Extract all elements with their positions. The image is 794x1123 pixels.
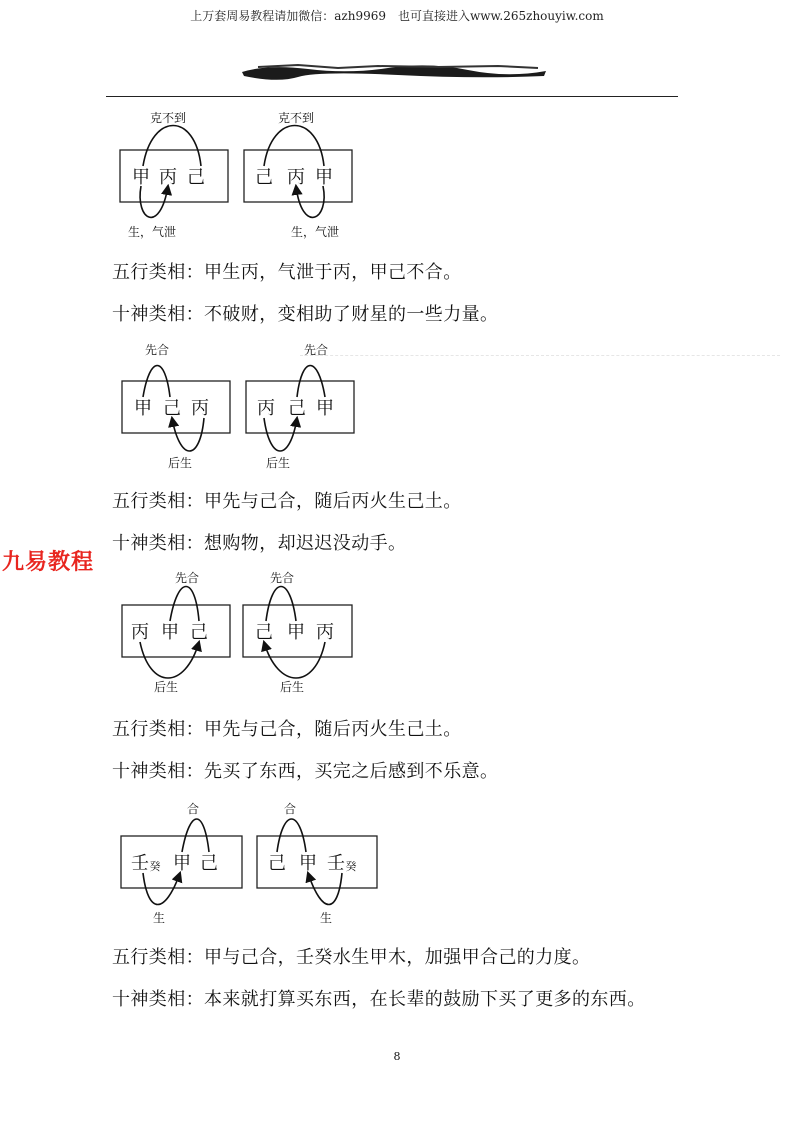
stem-char: 己 xyxy=(163,398,181,419)
top-label: 先合 xyxy=(174,571,200,585)
diagram-2-right xyxy=(246,342,354,470)
stem-char: 己 xyxy=(255,167,273,188)
stem-char: 己 xyxy=(268,853,286,874)
stem-char: 己 xyxy=(288,398,306,419)
wuxing-line-1: 五行类相：甲生丙，气泄于丙，甲己不合。 xyxy=(112,262,462,283)
header-rule xyxy=(106,96,678,97)
top-label: 先合 xyxy=(303,343,329,357)
stem-char: 己 xyxy=(187,167,205,188)
bottom-label: 后生 xyxy=(279,680,305,694)
stem-sub-char: 癸 xyxy=(149,860,161,873)
bottom-label: 后生 xyxy=(265,456,291,470)
redacted-title-smudge xyxy=(238,62,550,80)
bottom-label: 生，气泄 xyxy=(290,225,340,239)
shishen-line-1: 十神类相：不破财，变相助了财星的一些力量。 xyxy=(112,304,499,325)
top-label: 克不到 xyxy=(149,111,187,125)
diagram-4-right xyxy=(257,801,377,925)
stem-char: 己 xyxy=(255,622,273,643)
stem-char: 甲 xyxy=(315,167,333,188)
diagram-1-right xyxy=(244,110,352,239)
stem-char: 壬 xyxy=(327,853,345,874)
diagram-4-left xyxy=(121,801,242,925)
stem-char: 己 xyxy=(190,622,208,643)
stem-char: 丙 xyxy=(191,398,209,419)
diagram-1-left xyxy=(120,110,228,239)
watermark-text: 九易教程 xyxy=(2,550,95,575)
stem-char: 甲 xyxy=(299,853,317,874)
shishen-line-2: 十神类相：想购物，却迟迟没动手。 xyxy=(112,533,407,554)
stem-char: 甲 xyxy=(173,853,191,874)
stem-char: 壬 xyxy=(131,853,149,874)
top-label: 先合 xyxy=(144,343,170,357)
scan-artifact-line xyxy=(300,355,780,356)
shishen-line-3: 十神类相：先买了东西，买完之后感到不乐意。 xyxy=(112,761,499,782)
stem-sub-char: 癸 xyxy=(345,860,357,873)
top-label: 先合 xyxy=(269,571,295,585)
stem-char: 丙 xyxy=(257,398,275,419)
shishen-line-4: 十神类相：本来就打算买东西，在长辈的鼓励下买了更多的东西。 xyxy=(112,989,646,1010)
bottom-label: 后生 xyxy=(153,680,179,694)
top-label: 克不到 xyxy=(277,111,315,125)
stem-char: 甲 xyxy=(134,398,152,419)
stem-char: 甲 xyxy=(287,622,305,643)
stem-char: 己 xyxy=(200,853,218,874)
wuxing-line-4: 五行类相：甲与己合，壬癸水生甲木，加强甲合己的力度。 xyxy=(112,947,591,968)
stem-char: 丙 xyxy=(316,622,334,643)
top-label: 合 xyxy=(186,802,200,816)
bottom-label: 生，气泄 xyxy=(127,225,177,239)
top-label: 合 xyxy=(283,802,297,816)
bottom-label: 生 xyxy=(152,911,166,925)
wuxing-line-2: 五行类相：甲先与己合，随后丙火生己土。 xyxy=(112,491,462,512)
diagram-3-left xyxy=(122,570,230,694)
stem-char: 丙 xyxy=(287,167,305,188)
header-banner: 上万套周易教程请加微信：azh9969 也可直接进入www.265zhouyiw.com xyxy=(190,9,604,23)
stem-char: 丙 xyxy=(159,167,177,188)
stem-char: 甲 xyxy=(132,167,150,188)
bottom-label: 生 xyxy=(319,911,333,925)
stem-char: 甲 xyxy=(161,622,179,643)
page-number: 8 xyxy=(393,1050,401,1063)
wuxing-line-3: 五行类相：甲先与己合，随后丙火生己土。 xyxy=(112,719,462,740)
bottom-label: 后生 xyxy=(167,456,193,470)
diagram-3-right xyxy=(243,570,352,694)
stem-char: 丙 xyxy=(131,622,149,643)
diagram-2-left xyxy=(122,342,230,470)
stem-char: 甲 xyxy=(316,398,334,419)
